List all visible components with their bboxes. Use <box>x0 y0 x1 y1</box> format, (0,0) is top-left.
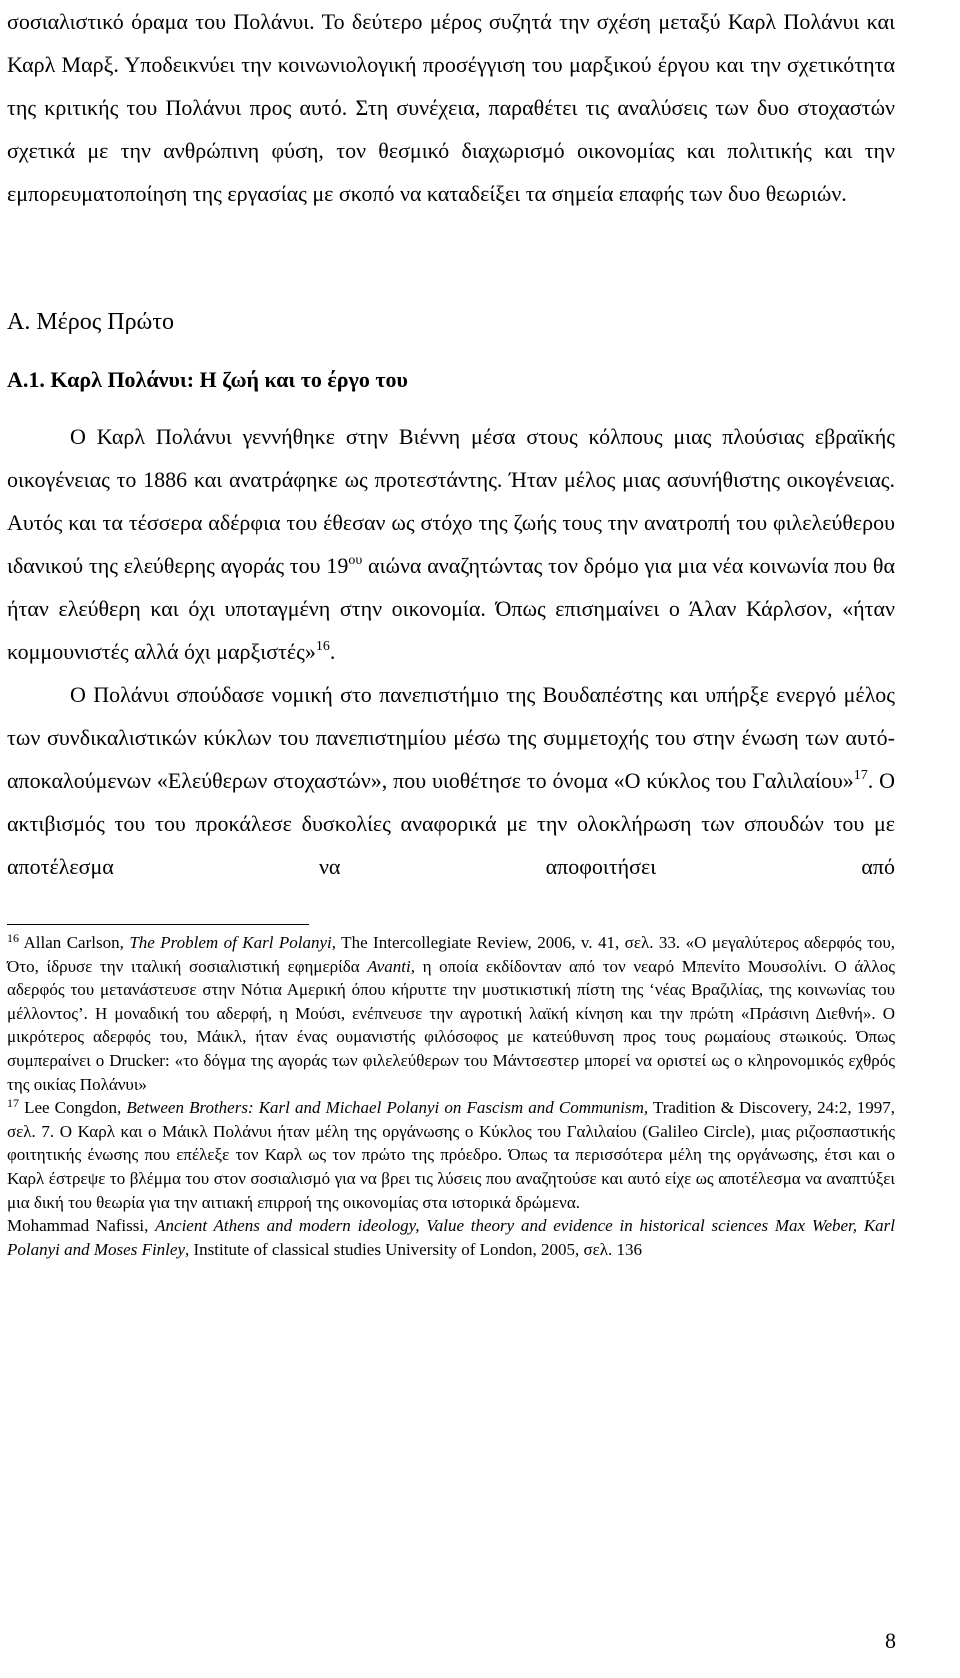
footnote-separator <box>7 924 309 925</box>
section-title: Α. Μέρος Πρώτο <box>7 309 174 335</box>
footnote-text: The Intercollegiate Review, 2006, v. 41, σελ. 33. «Ο μεγαλύτερος αδερφός του, Ότο, ίδρυσε την ιταλική σοσιαλιστική εφημερίδα <box>7 933 896 976</box>
footnote-17 <box>7 1096 895 1214</box>
footnote-title: Ancient Athens and modern ideology, Value theory and evidence in historical sciences Max Weber, Karl Polanyi and Moses Finley <box>7 1216 895 1259</box>
footnote-17-continued <box>7 1214 895 1261</box>
intro-paragraph: σοσιαλιστικό όραμα του Πολάνυι. Το δεύτερο μέρος συζητά την σχέση μεταξύ Καρλ Πολάνυι και Καρλ Μαρξ. Υποδεικνύει την κοινωνιολογική προσέγγιση του μαρξικού έργου και την σχετικότητα της κριτικής του Πολάνυι προς αυτό. Στη συνέχεια, παραθέτει τις αναλύσεις των δυο στοχαστών σχετικά με την ανθρώπινη φύση, τον θεσμικό διαχωρισμό οικονομίας και πολιτικής και την εμπορευματοποίηση της εργασίας με σκοπό να καταδείξει τα σημεία επαφής των δυο θεωριών. <box>7 9 895 206</box>
footnote-number: 17 <box>7 1096 19 1111</box>
superscript-ou: ου <box>348 553 363 568</box>
paragraph-text: Ο Πολάνυι σπούδασε νομική στο πανεπιστήμιο της Βουδαπέστης και υπήρξε ενεργό μέλος των συνδικαλιστικών κύκλων του πανεπιστημίου μέσω της συμμετοχής του στην ένωση των αυτό-αποκαλούμενων «Ελεύθερων στοχαστών», που υιοθέτησε το όνομα «Ο κύκλος του Γαλιλαίου» <box>7 682 895 793</box>
footnote-text: Tradition & Discovery, 24:2, 1997, σελ. 7. Ο Καρλ και ο Μάικλ Πολάνυι ήταν μέλη της οργάνωσης ο Κύκλος του Γαλιλαίου (Galileo Circle), μιας ριζοσπαστικής φοιτητικής ένωσης που επέλεξε τον Καρλ ως τον πρώτο της πρόεδρο. Όπως τα περισσότερα μέλη της οργάνωσης, έτσι και ο Καρλ έστρεψε το βλέμμα του στον σοσιαλισμό για να βρει τις λύσεις που αναζητούσε και αυτό είχε ως αποτέλεσμα να αναπτύξει μια δική του θεωρία για την αιτιακή επιρροή της οικονομίας στα ιστορικά δρώμενα. <box>7 1098 895 1212</box>
footnote-author: Allan Carlson, <box>19 933 130 952</box>
footnote-text: , η οποία εκδίδονταν από τον νεαρό Μπενίτο Μουσολίνι. Ο άλλος αδερφός του μετανάστευσε στην Νότια Αμερική όπου κήρυττε την μυστικιστική πίστη της ‘νέας Βραζιλίας, της κοινωνίας του μέλλοντος’. Η μοναδική του αδερφή, η Μούσι, ενέπνευσε την αγροτική λαϊκή κίνηση και την πρώτη «Πράσινη Διεθνή». Ο μικρότερος αδερφός του, Μάικλ, ήταν ένας ουμανιστής φιλόσοφος με κατεύθυνση προς τους ρωμαίους στωικούς. Όπως συμπεραίνει ο Drucker: «το δόγμα της αγοράς των φιλελεύθερων του Μάντσεστερ μπορεί να οριστεί ως ο κληρονομικός εχθρός της οικίας Πολάνυι» <box>7 956 895 1094</box>
document-page <box>7 0 895 1261</box>
spacer <box>7 215 895 301</box>
footnote-number: 16 <box>7 931 19 945</box>
subsection-title: Α.1. Καρλ Πολάνυι: Η ζωή και το έργο του <box>7 367 408 392</box>
footnote-title: The Problem of Karl Polanyi, <box>129 933 337 952</box>
footnote-italic: Avanti <box>367 956 411 976</box>
paragraph-text: . Ο ακτιβισμός του του προκάλεσε δυσκολίες αναφορικά με την ολοκλήρωση των σπουδών του με αποτέλεσμα να αποφοιτήσει από <box>7 768 895 879</box>
footnote-author: Mohammad Nafissi, <box>7 1216 156 1236</box>
footnote-title: Between Brothers: Karl and Michael Polanyi on Fascism and Communism, <box>126 1098 649 1118</box>
footnote-text: , Institute of classical studies University of London, 2005, σελ. 136 <box>185 1239 643 1259</box>
paragraph-studies <box>7 673 895 888</box>
footnote-ref-16[interactable]: 16 <box>315 639 330 654</box>
footnote-ref-17[interactable]: 17 <box>853 768 868 783</box>
footnote-author: Lee Congdon, <box>19 1098 127 1118</box>
paragraph-text: αιώνα αναζητώντας τον δρόμο για μια νέα κοινωνία που θα ήταν ελεύθερη και όχι υποταγμένη στην οικονομία. Όπως επισημαίνει ο Άλαν Κάρλσον, «ήταν κομμουνιστές αλλά όχι μαρξιστές» <box>7 553 895 664</box>
page-number: 8 <box>885 1628 896 1653</box>
footnote-16 <box>7 931 895 1096</box>
paragraph-text: . <box>329 639 336 664</box>
paragraph-text: Ο Καρλ Πολάνυι γεννήθηκε στην Βιέννη μέσα στους κόλπους μιας πλούσιας εβραϊκής οικογένειας το 1886 και ανατράφηκε ως προτεστάντης. Ήταν μέλος μιας ασυνήθιστης οικογένειας. Αυτός και τα τέσσερα αδέρφια του έθεσαν ως στόχο της ζωής τους την ανατροπή του φιλελεύθερου ιδανικού της ελεύθερης αγοράς του 19 <box>7 424 895 578</box>
paragraph-birth <box>7 415 895 673</box>
